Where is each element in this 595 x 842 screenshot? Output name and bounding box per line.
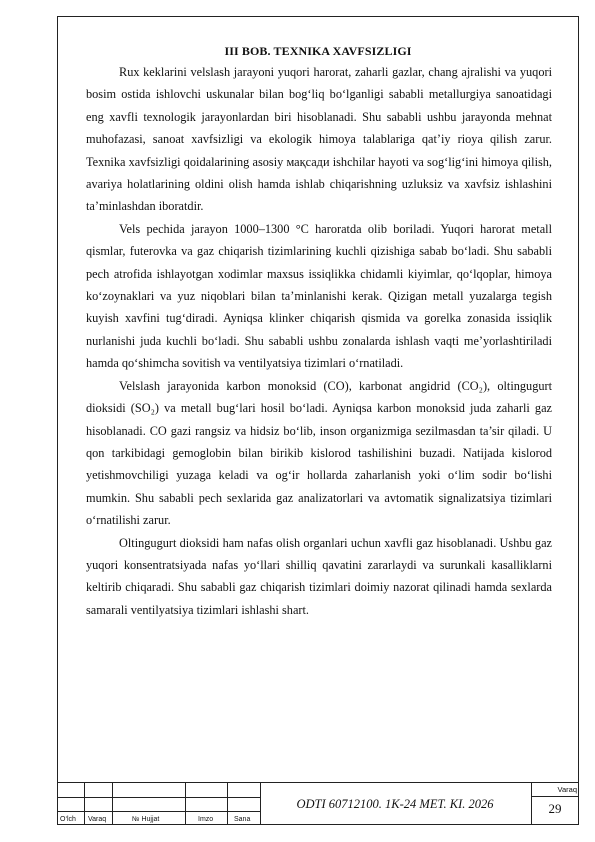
stamp-col-line [227, 783, 228, 825]
stamp-col-line [112, 783, 113, 825]
stamp-row-line [57, 811, 260, 812]
col-header-olch: O‘lch [60, 816, 76, 823]
col-header-hujjat: № Hujjat [132, 816, 160, 823]
chapter-heading: III BOB. TEXNIKA XAVFSIZLIGI [224, 44, 412, 58]
sheet-number: 29 [548, 801, 562, 816]
stamp-col-line [185, 783, 186, 825]
paragraph-1: Rux keklarini velslash jarayoni yuqori harorat, zaharli gazlar, chang ajralishi va yuqori bosim ostida ishlovchi uskunalar bilan bog‘liq bo‘lganligi sababli metallurgiya sanoatidagi eng xavfli texnologik jarayonlardan biri hisoblanadi. Shu sababli ushbu jarayonda mehnat muhofazasi, sanoat xavfsizligi va ekologik himoya talablariga qat’iy rioya qilish zarur. Texnika xavfsizligi qoidalarining asosiy мақсади ishchilar hayoti va sog‘lig‘ini himoya qilish, avariya holatlarining oldini olish hamda ishlab chiqarishning uzluksiz va xavfsiz ishlashini ta’minlashdan iboratdir. [86, 65, 552, 214]
stamp-row-line [57, 797, 260, 798]
document-code: ODTI 60712100. 1K-24 MET. KI. 2026 [296, 797, 494, 811]
col-header-imzo: Imzo [198, 816, 214, 823]
stamp-col-line [84, 783, 85, 825]
sheet-label: Varaq [557, 785, 577, 794]
stamp-row-line [531, 796, 579, 797]
paragraph-3: Velslash jarayonida karbon monoksid (CO), karbonat angidrid (CO₂), oltingugurt dioksidi (SO₂) va metall bug‘lari hosil bo‘ladi. Ayniqsa karbon monoksid juda zaharli gaz hisoblanadi. CO gazi rangsiz va hidsiz bo‘lib, inson organizmiga sezilmasdan ta’sir qiladi. U qon tarkibidagi gemoglobin bilan birikib kislorod tashilishini buzadi. Natijada kislorod yetishmovchiligi yuzaga keladi va og‘ir hollarda zaharlanish yoki o‘lim sodir bo‘lishi mumkin. Shu sababli pech sexlarida gaz analizatorlari va avtomatik signalizatsiya tizimlari o‘rnatilishi zarur. [86, 378, 552, 528]
title-block [57, 782, 579, 825]
paragraph-4: Oltingugurt dioksidi ham nafas olish organlari uchun xavfli gaz hisoblanadi. Ushbu gaz yuqori konsentratsiyada nafas yo‘llari shilliq qavatini zararlaydi va surunkali kasalliklarni keltirib chiqaradi. Shu sababli gaz chiqarish tizimlari doimiy nazorat qilinadi hamda sexlarda samarali ventilyatsiya tizimlari ishlashi shart. [86, 535, 552, 617]
col-header-varaq: Varaq [88, 816, 107, 823]
paragraph-2: Vels pechida jarayon 1000–1300 °C haroratda olib boriladi. Yuqori harorat metall qismlar, futerovka va gaz chiqarish tizimlarining kuchli qizishiga sabab bo‘ladi. Shu sababli pech atrofida ishlayotgan xodimlar maxsus issiqlikka chidamli kiyimlar, qo‘lqoplar, himoya ko‘zoynaklari va yuz niqoblari bilan ta’minlanishi kerak. Qizigan metall yuzalarga tegish kuyish xavfini tug‘diradi. Ayniqsa klinker chiqarish qismida va gorelka zonasida issiqlik nurlanishi juda kuchli bo‘ladi. Shu sababli ushbu zonalarda ishlash vaqti me’yorlashtiriladi hamda qo‘shimcha sovitish va ventilyatsiya tizimlari o‘rnatiladi. [86, 221, 552, 371]
col-header-sana: Sana [234, 816, 251, 823]
body-text [86, 61, 552, 621]
